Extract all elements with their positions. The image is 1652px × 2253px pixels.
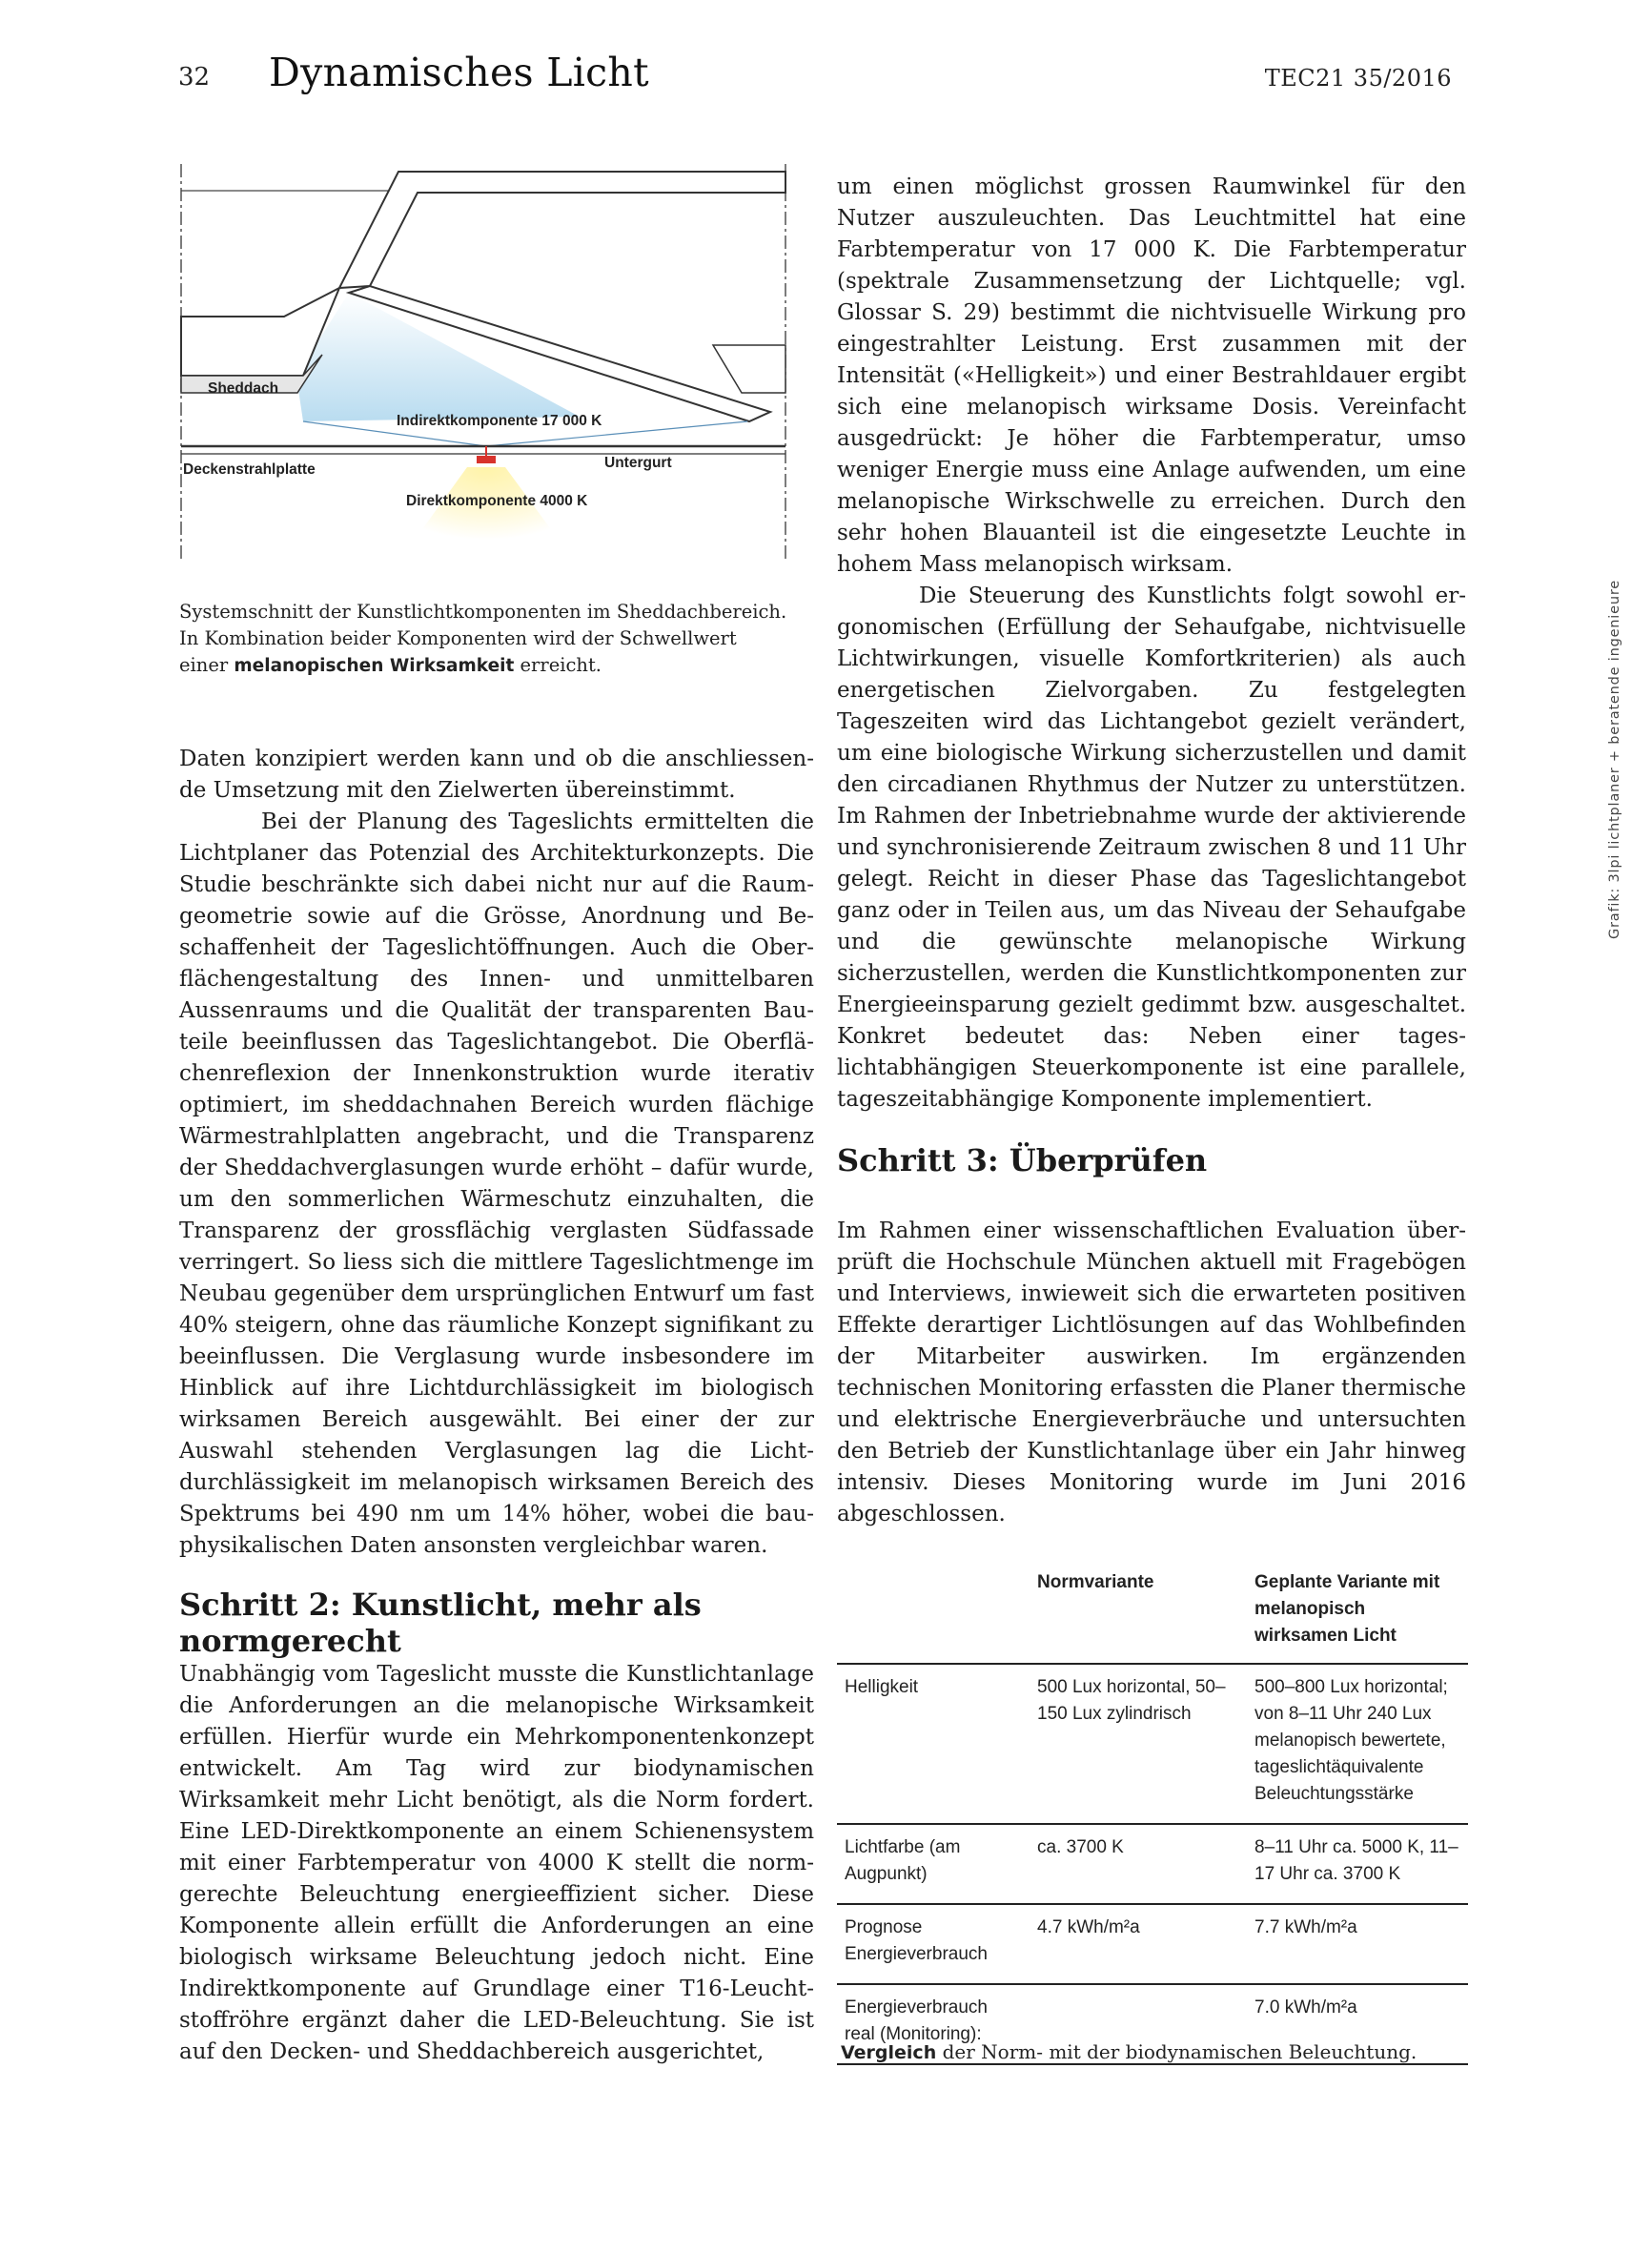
right-column-text-1	[837, 172, 1466, 1116]
paragraph: Die Steuerung des Kunstlichts folgt sowohl ergonomischen (Erfüllung der Sehaufgabe, nichtvisuelle Lichtwirkungen, visuelle Komfortkriterien) als auch energetischen Zielvorgaben. Zu festgelegten Tageszeiten wird das Lichtangebot gezielt verändert, um eine biologische Wirkung sicherzustellen und damit den circadianen Rhythmus der Nutzer zu unterstützen. Im Rahmen der Inbetriebnahme wurde der aktivierende und synchronisierende Zeitraum zwischen 8 und 11 Uhr gelegt. Reicht in dieser Phase das Tageslichtangebot ganz oder in Teilen aus, um das Niveau der Sehaufgabe und die gewünschte melanopische Wirkung sicherzustellen, werden die Kunstlichtkomponenten zur Energieeinsparung gezielt gedimmt bzw. ausgeschaltet. Konkret bedeutet das: Neben einer tageslichtabhängigen Steuerkomponente ist eine parallele, tageszeitabhängige Komponente implementiert.	[837, 584, 1466, 1112]
table-header-cell: Geplante Variante mit melanopisch wirksamen Licht	[1254, 1572, 1440, 1646]
graphic-credit-text: Grafik: 3lpi lichtplaner + beratende ingenieure	[1607, 579, 1622, 939]
table-cell: Energieverbrauch real (Monitoring):	[837, 1984, 1030, 2064]
led-fixture	[477, 456, 496, 463]
figure-caption-end: erreicht.	[514, 654, 602, 676]
label-sheddach: Sheddach	[208, 380, 279, 397]
comparison-table	[837, 1564, 1468, 2065]
paragraph: Unabhängig vom Tageslicht musste die Kunstlichtanlage die Anforderungen an die melanopische Wirksamkeit erfüllen. Hierfür wurde ein Mehrkomponentenkonzept entwickelt. Am Tag wird zur biodynamischen Wirksamkeit mehr Licht benötigt, als die Norm fordert. Eine LED-Direktkomponente an einem Schienensystem mit einer Farbtemperatur von 4000 K stellt die normgerechte Beleuchtung energieeffizient sicher. Diese Komponente allein erfüllt die Anforderungen an eine biologisch wirksame Beleuchtung jedoch nicht. Eine Indirektkomponente auf Grundlage einer T16-Leuchtstoffröhre ergänzt daher die LED-Beleuchtung. Sie ist auf den Decken- und Sheddachbereich ausgerichtet,	[179, 1662, 814, 2064]
section-heading-3: Schritt 3: Überprüfen	[837, 1142, 1208, 1178]
system-section-diagram	[179, 164, 789, 564]
table-header-cell: Normvariante	[1037, 1572, 1154, 1592]
paragraph: um einen möglichst grossen Raumwinkel für den Nutzer auszuleuchten. Das Leuchtmittel hat eine Farbtemperatur von 17 000 K. Die Farbtemperatur (spektrale Zusammensetzung der Lichtquelle; vgl. Glossar S. 29) bestimmt die nichtvisuelle Wirkung pro eingestrahlter Leistung. Erst zusammen mit der Intensität («Helligkeit») und einer Bestrahldauer ergibt sich eine melanopisch wirksame Dosis. Vereinfacht ausgedrückt: Je höher die Farbtemperatur, umso weniger Energie muss eine Anlage aufwenden, um eine melanopische Wirkschwelle zu erreichen. Durch den sehr hohen Blauanteil ist die eingesetzte Leuchte in hohem Mass melanopisch wirksam.	[837, 174, 1466, 577]
section-heading-2: Schritt 2: Kunstlicht, mehr als normgerecht	[179, 1587, 702, 1659]
figure-caption-bold: melanopischen Wirksamkeit	[234, 656, 515, 676]
issue-label: TEC21 35/2016	[1264, 65, 1452, 92]
table-cell: 4.7 kWh/m²a	[1030, 1904, 1247, 1984]
table-cell: 7.0 kWh/m²a	[1247, 1984, 1468, 2064]
table-cell: 500–800 Lux horizontal; von 8–11 Uhr 240 Lux melanopisch bewertete, tageslichtäquivalente Beleuchtungsstärke	[1247, 1664, 1468, 1824]
left-column-text-2	[179, 1659, 814, 2068]
table-cell: Helligkeit	[837, 1664, 1030, 1824]
label-direkt: Direktkomponente 4000 K	[406, 493, 588, 509]
paragraph: Daten konzipiert werden kann und ob die anschliessende Umsetzung mit den Zielwerten übereinstimmt.	[179, 747, 814, 803]
table-caption-bold: Vergleich	[841, 2042, 937, 2063]
figure-caption	[179, 599, 789, 680]
table-row	[837, 1904, 1468, 1984]
figure-caption-text: Systemschnitt der Kunstlichtkomponenten im Sheddachbereich. In Kombination beider Komponenten wird der Schwellwert einer	[179, 601, 787, 676]
right-column-text-2	[837, 1216, 1466, 1530]
table-header-cell	[837, 1564, 1030, 1664]
table-row	[837, 1664, 1468, 1824]
table-cell: 500 Lux horizontal, 50–150 Lux zylindrisch	[1030, 1664, 1247, 1824]
table-cell: 8–11 Uhr ca. 5000 K, 11–17 Uhr ca. 3700 K	[1247, 1824, 1468, 1904]
table-cell: Prognose Energieverbrauch	[837, 1904, 1030, 1984]
label-indirekt: Indirektkomponente 17 000 K	[397, 413, 602, 429]
label-untergurt: Untergurt	[604, 455, 672, 471]
page-title: Dynamisches Licht	[269, 50, 649, 95]
page-number: 32	[178, 63, 211, 92]
table-caption-text: der Norm- mit der biodynamischen Beleuchtung.	[936, 2040, 1417, 2063]
table-header-row	[837, 1564, 1468, 1664]
table-row	[837, 1824, 1468, 1904]
table-cell: ca. 3700 K	[1030, 1824, 1247, 1904]
table-caption	[841, 2040, 1417, 2063]
paragraph: Im Rahmen einer wissenschaftlichen Evaluation überprüft die Hochschule München aktuell mit Fragebögen und Interviews, inwieweit sich die erwarteten positiven Effekte derartiger Lichtlösungen auf das Wohlbefinden der Mitarbeiter auswirken. Im ergänzenden technischen Monitoring erfassten die Planer thermische und elektrische Energieverbräuche und untersuchten den Betrieb der Kunstlichtanlage über ein Jahr hinweg intensiv. Dieses Monitoring wurde im Juni 2016 abgeschlossen.	[837, 1219, 1466, 1526]
paragraph: Bei der Planung des Tageslichts ermittelten die Lichtplaner das Potenzial des Architekturkonzepts. Die Studie beschränkte sich dabei nicht nur auf die Raumgeometrie sowie auf die Grösse, Anordnung und Beschaffenheit der Tageslichtöffnungen. Auch die Oberflächengestaltung des Innen- und unmittelbaren Aussenraums und die Qualität der transparenten Bauteile beeinflussen das Tageslichtangebot. Die Oberflächenreflexion der Innenkonstruktion wurde iterativ optimiert, im sheddachnahen Bereich wurden flächige Wärmestrahlplatten angebracht, und die Transparenz der Sheddachverglasungen wurde erhöht – dafür wurde, um den sommerlichen Wärmeschutz einzuhalten, die Transparenz der grossflächig verglasten Südfassade verringert. So liess sich die mittlere Tageslichtmenge im Neubau gegenüber dem ursprünglichen Entwurf um fast 40% steigern, ohne das räumliche Konzept signifikant zu beeinflussen. Die Verglasung wurde insbesondere im Hinblick auf ihre Lichtdurchlässigkeit im biologisch wirksamen Bereich ausgewählt. Bei einer der zur Auswahl stehenden Verglasungen lag die Lichtdurchlässigkeit im melanopisch wirksamen Bereich des Spektrums bei 490 nm um 14% höher, wobei die bauphysikalischen Daten ansonsten vergleichbar waren.	[179, 809, 814, 1558]
table-cell: 7.7 kWh/m²a	[1247, 1904, 1468, 1984]
label-deckenstrahlplatte: Deckenstrahlplatte	[183, 461, 316, 478]
table-cell: Lichtfarbe (am Augpunkt)	[837, 1824, 1030, 1904]
left-column-text-1	[179, 744, 814, 1562]
shed-roof-beam	[339, 172, 785, 288]
right-structure	[713, 345, 785, 393]
